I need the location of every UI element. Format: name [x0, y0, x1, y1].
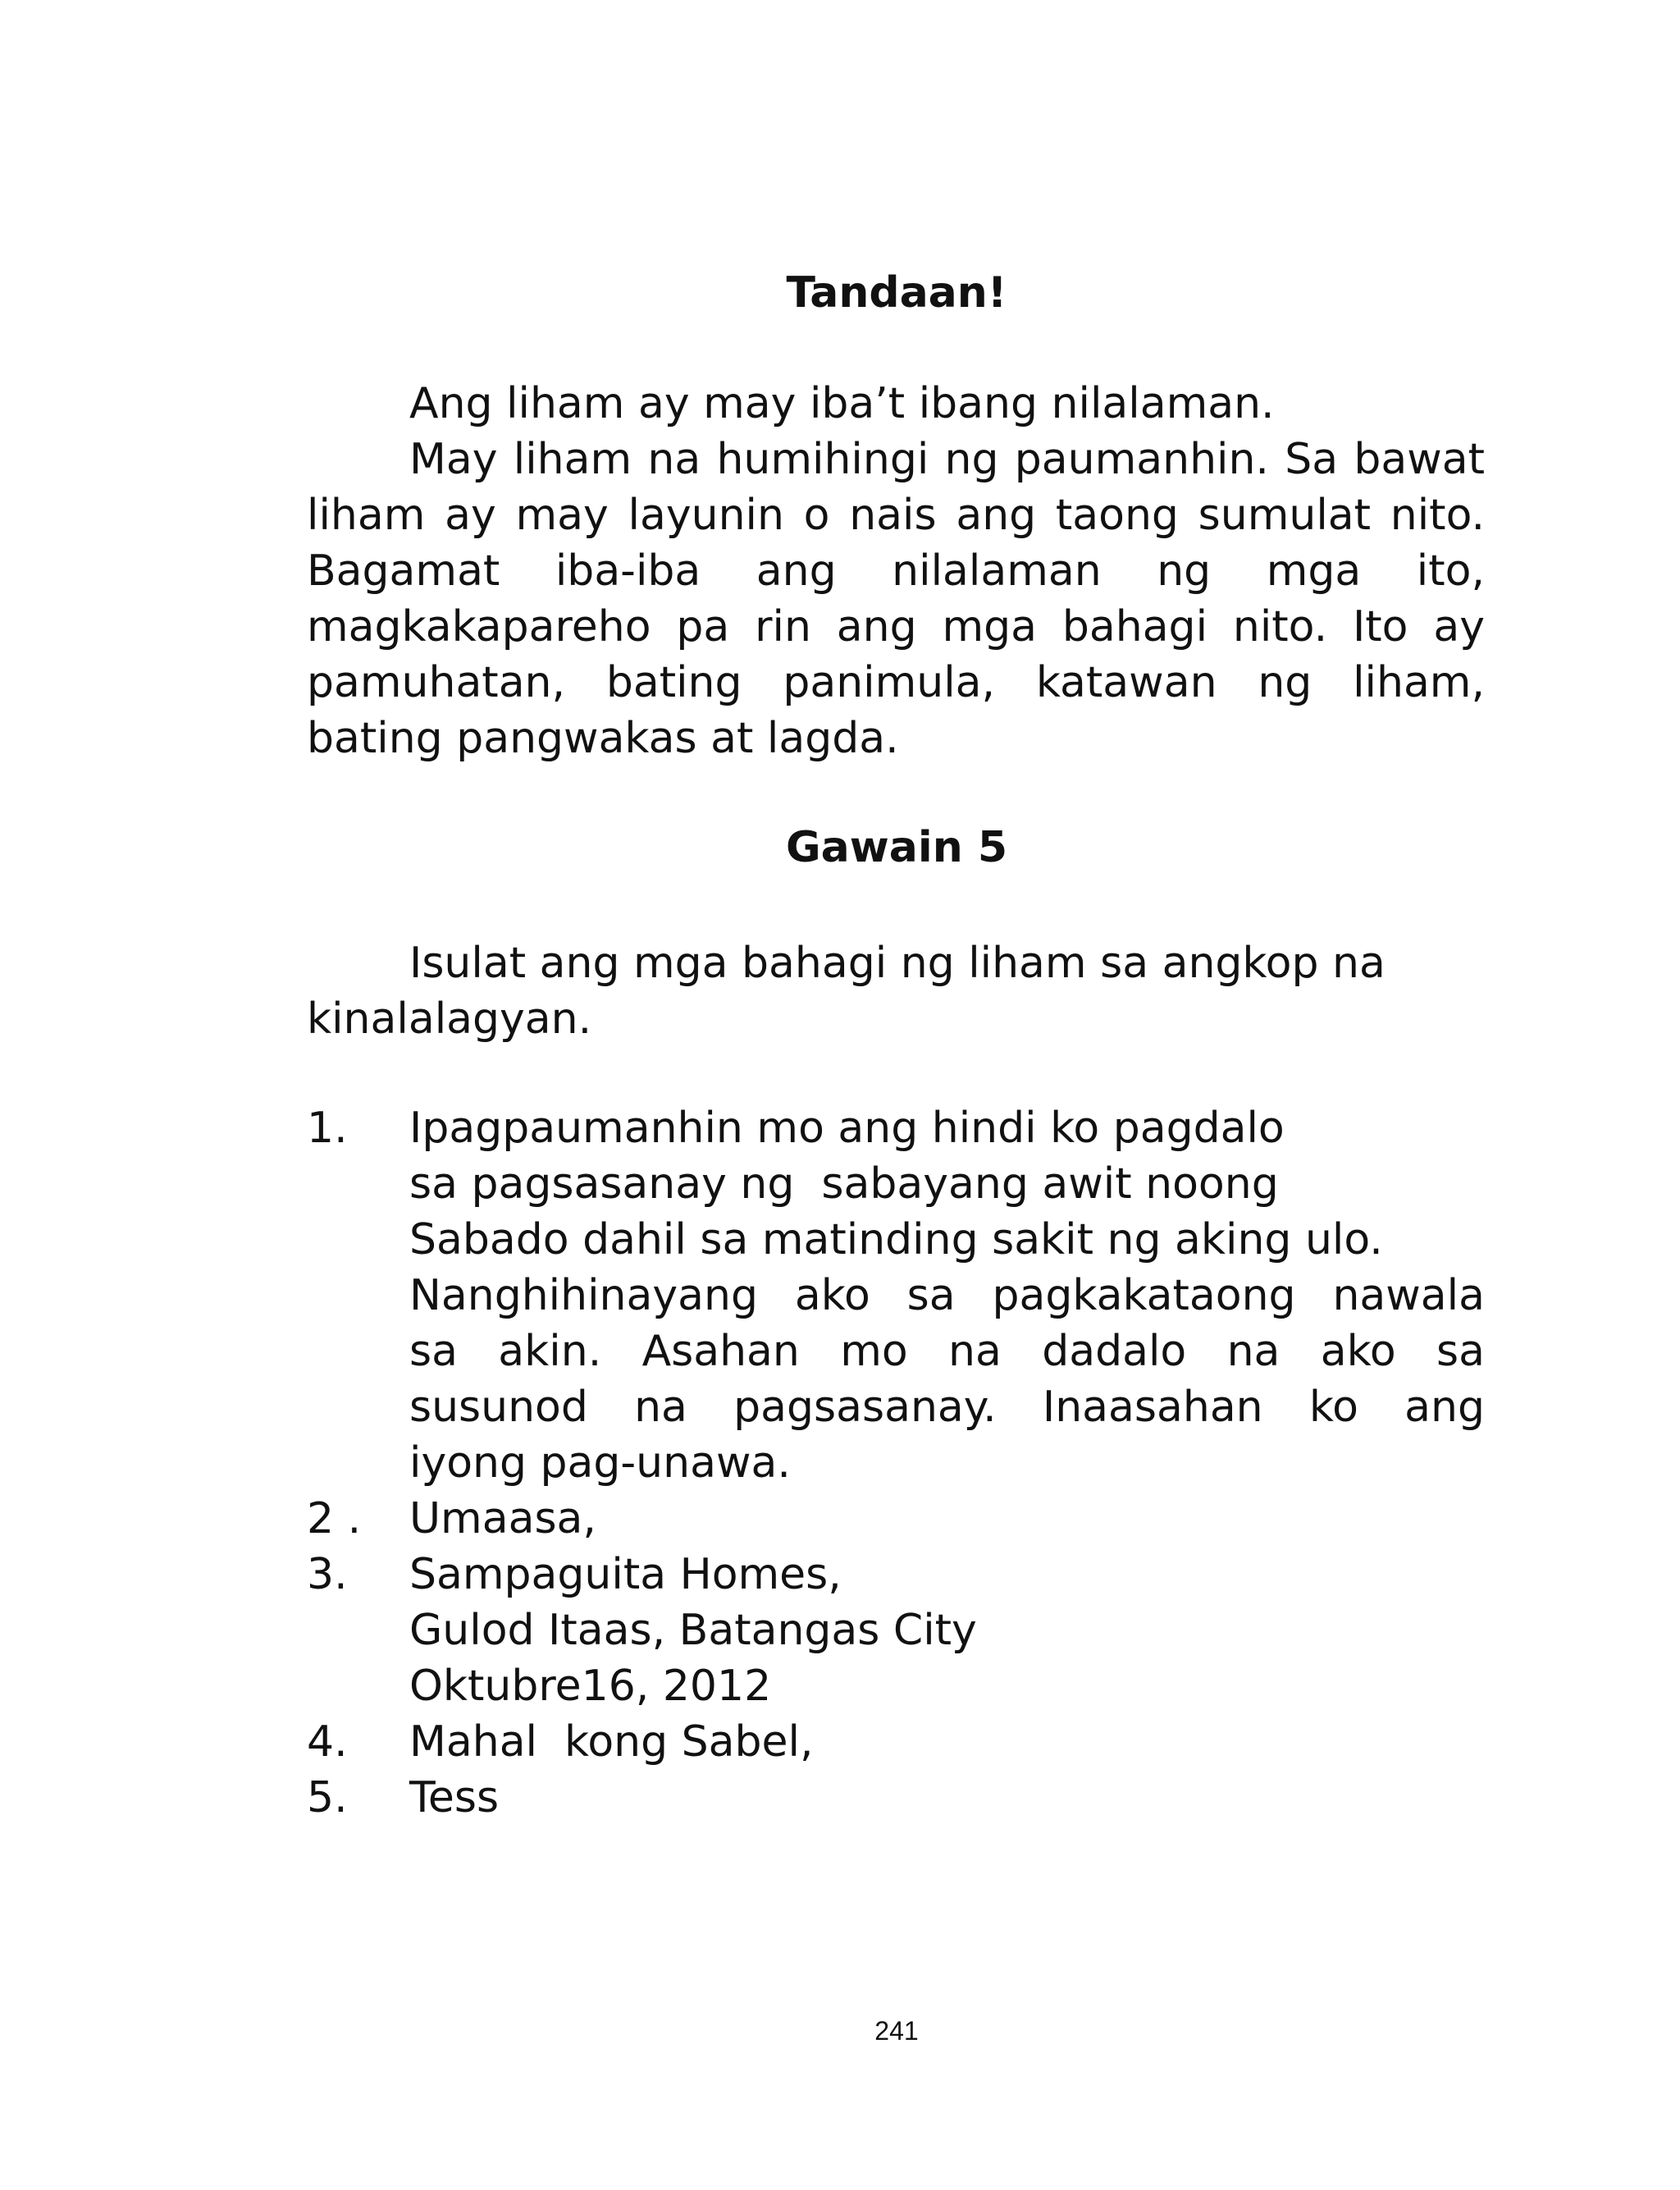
item-line: sa akin. Asahan mo na dadalo na ako sa	[409, 1327, 1485, 1376]
item-body	[409, 1491, 1485, 1547]
item-body	[409, 1100, 1485, 1491]
item-number: 4.	[307, 1717, 348, 1767]
item-line: Oktubre16, 2012	[409, 1662, 772, 1711]
instruction-paragraph: Isulat ang mga bahagi ng liham sa angkop na kinalalagyan.	[307, 939, 1386, 1044]
page-number: 241	[874, 2016, 919, 2046]
item-number: 5.	[307, 1773, 348, 1822]
tandaan-paragraph-2: May liham na humihingi ng paumanhin. Sa bawat liham ay may layunin o nais ang taong sumulat nito. Bagamat iba-iba ang nilalaman ng mga ito, magkakapareho pa rin ang mga bahagi nito. Ito ay pamuhatan, bating panimula, katawan ng liham, bating pangwakas at lagda.	[307, 435, 1485, 763]
item-line: Gulod Itaas, Batangas City	[409, 1606, 977, 1655]
item-line: sa pagsasanay ng sabayang awit noong	[409, 1159, 1279, 1209]
tandaan-paragraph-1: Ang liham ay may iba’t ibang nilalaman.	[409, 379, 1275, 428]
item-line: Sabado dahil sa matinding sakit ng aking ulo.	[409, 1215, 1383, 1264]
item-number: 3.	[307, 1550, 348, 1599]
item-line: Nanghihinayang ako sa pagkakataong nawala	[409, 1271, 1485, 1320]
item-body	[409, 1714, 1485, 1770]
item-line: Ipagpaumanhin mo ang hindi ko pagdalo	[409, 1104, 1285, 1153]
item-number: 2 .	[307, 1494, 362, 1543]
item-line: susunod na pagsasanay. Inaasahan ko ang	[409, 1383, 1485, 1432]
item-line: iyong pag-unawa.	[409, 1438, 791, 1488]
item-line: Sampaguita Homes,	[409, 1550, 842, 1599]
item-number: 1.	[307, 1104, 348, 1153]
item-body	[409, 1770, 1485, 1826]
tandaan-heading: Tandaan!	[786, 268, 1007, 318]
gawain-heading: Gawain 5	[785, 823, 1008, 872]
item-body	[409, 1547, 1485, 1714]
item-line: Umaasa,	[409, 1494, 596, 1543]
item-line: Tess	[409, 1773, 500, 1822]
item-line: Mahal kong Sabel,	[409, 1717, 814, 1767]
tandaan-body	[307, 376, 1485, 766]
gawain-instruction	[307, 935, 1485, 1047]
